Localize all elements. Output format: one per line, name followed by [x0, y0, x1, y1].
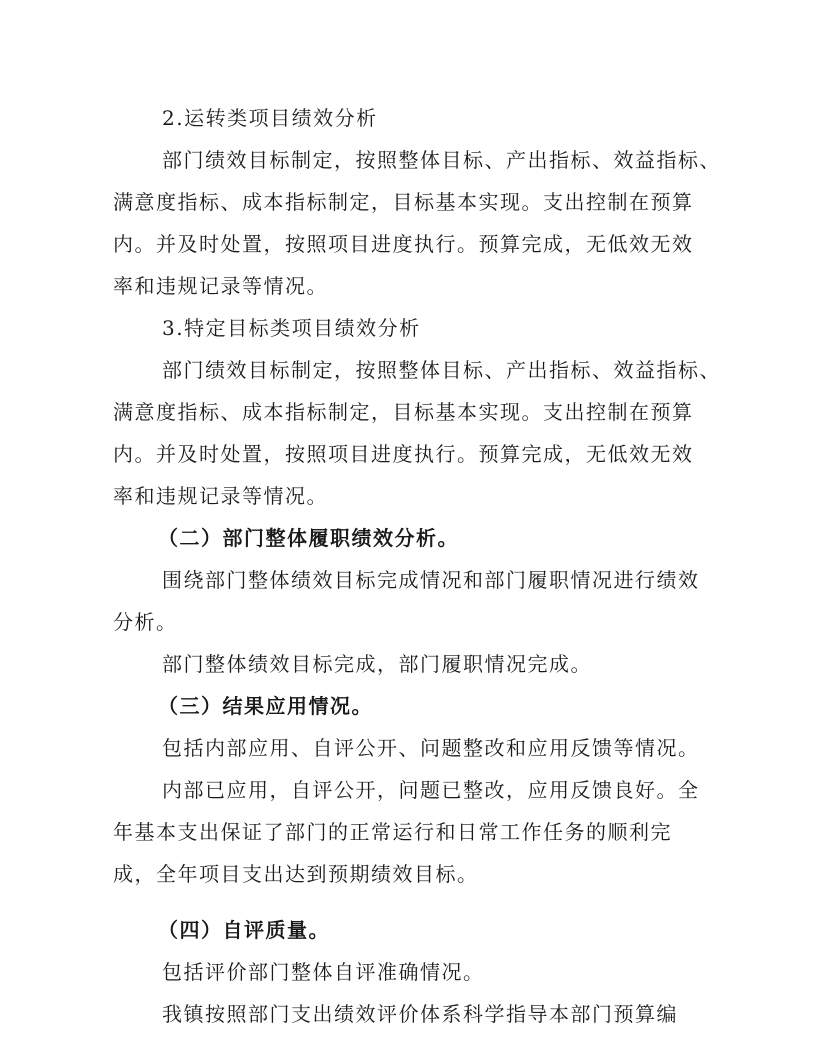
subheading-specific-target-project: 3.特定目标类项目绩效分析 [162, 316, 421, 340]
paragraph-line: 满意度指标、成本指标制定，目标基本实现。支出控制在预算 [113, 190, 694, 214]
paragraph-line: 包括评价部门整体自评准确情况。 [162, 960, 485, 984]
paragraph-line: 内。并及时处置，按照项目进度执行。预算完成，无低效无效 [113, 442, 694, 466]
paragraph-line: 我镇按照部门支出绩效评价体系科学指导本部门预算编 [162, 1002, 678, 1026]
paragraph-line: 部门绩效目标制定，按照整体目标、产出指标、效益指标、 [162, 148, 721, 172]
section-heading-2: （二）部门整体履职绩效分析。 [158, 526, 459, 550]
paragraph-line: 部门整体绩效目标完成，部门履职情况完成。 [162, 652, 592, 676]
paragraph-line: 部门绩效目标制定，按照整体目标、产出指标、效益指标、 [162, 358, 721, 382]
section-heading-4: （四）自评质量。 [158, 918, 330, 942]
paragraph-line: 满意度指标、成本指标制定，目标基本实现。支出控制在预算 [113, 400, 694, 424]
paragraph-line: 年基本支出保证了部门的正常运行和日常工作任务的顺利完 [113, 820, 672, 844]
paragraph-line: 率和违规记录等情况。 [113, 274, 328, 298]
paragraph-line: 围绕部门整体绩效目标完成情况和部门履职情况进行绩效 [162, 568, 700, 592]
paragraph-line: 包括内部应用、自评公开、问题整改和应用反馈等情况。 [162, 736, 700, 760]
paragraph-line: 率和违规记录等情况。 [113, 484, 328, 508]
paragraph-line: 内。并及时处置，按照项目进度执行。预算完成，无低效无效 [113, 232, 694, 256]
paragraph-line: 成，全年项目支出达到预期绩效目标。 [113, 862, 479, 886]
section-heading-3: （三）结果应用情况。 [158, 694, 373, 718]
subheading-operational-project: 2.运转类项目绩效分析 [162, 106, 378, 130]
paragraph-line: 分析。 [113, 610, 178, 634]
paragraph-line: 内部已应用，自评公开，问题已整改，应用反馈良好。全 [162, 778, 700, 802]
